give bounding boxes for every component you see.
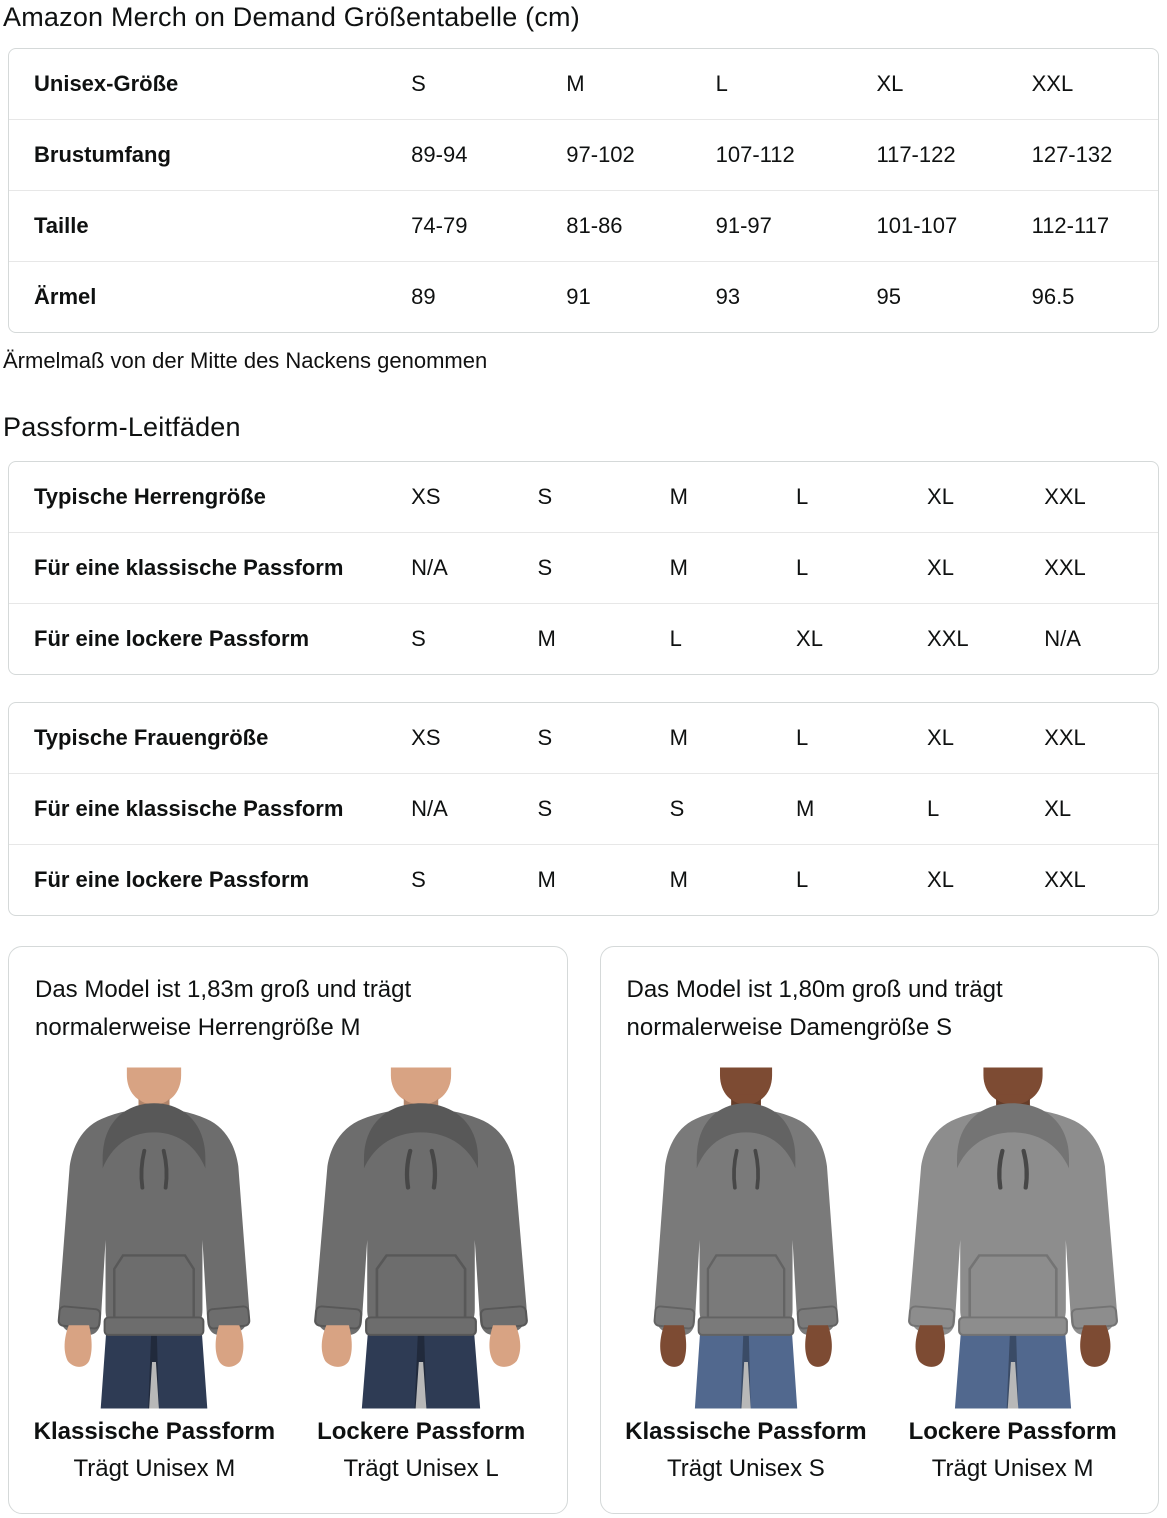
table-row xyxy=(9,774,1158,845)
size-cell: 81-86 xyxy=(566,191,715,262)
hoodie-model-photo xyxy=(296,1067,546,1409)
size-cell: 91-97 xyxy=(716,191,877,262)
figure-fit-label: Lockere Passform xyxy=(908,1418,1117,1445)
figure-wears-label: Trägt Unisex M xyxy=(73,1455,236,1482)
size-cell: XXL xyxy=(1044,725,1086,750)
size-cell: 95 xyxy=(876,262,1031,333)
card-description: Das Model ist 1,83m groß und trägt normalerweise Herrengröße M xyxy=(35,976,412,1041)
size-cell: 74-79 xyxy=(411,191,566,262)
size-cell: XXL xyxy=(1031,71,1074,96)
row-label: Für eine lockere Passform xyxy=(9,604,411,675)
figure-wears-label: Trägt Unisex L xyxy=(343,1455,499,1482)
figure-fit-label: Klassische Passform xyxy=(33,1418,276,1445)
model-card-mens xyxy=(8,946,568,1514)
model-figure-womens-classic xyxy=(613,1067,880,1487)
size-cell: L xyxy=(927,774,1044,845)
size-cell: M xyxy=(670,533,796,604)
size-cell: M xyxy=(566,71,585,96)
row-label: Für eine klassische Passform xyxy=(9,533,411,604)
table-row xyxy=(9,262,1158,333)
hoodie-model-photo xyxy=(621,1067,871,1409)
hoodie-model-photo xyxy=(888,1067,1138,1409)
model-figure-womens-loose xyxy=(879,1067,1146,1487)
size-cell: S xyxy=(538,533,670,604)
table-row xyxy=(9,462,1158,533)
figure-wears-label: Trägt Unisex M xyxy=(931,1455,1094,1482)
size-cell: S xyxy=(538,774,670,845)
size-cell: 127-132 xyxy=(1032,120,1158,191)
table-row xyxy=(9,533,1158,604)
table-row xyxy=(9,845,1158,916)
size-cell: S xyxy=(411,604,537,675)
size-cell: S xyxy=(537,484,553,509)
size-cell: XXL xyxy=(1044,533,1158,604)
hoodie-model-photo xyxy=(29,1067,279,1409)
table-row xyxy=(9,604,1158,675)
size-cell: N/A xyxy=(1044,604,1158,675)
size-cell: N/A xyxy=(411,533,537,604)
size-cell: L xyxy=(796,725,809,750)
size-cell: 89 xyxy=(411,262,566,333)
size-cell: XXL xyxy=(1044,484,1086,509)
card-description: Das Model ist 1,80m groß und trägt normalerweise Damengröße S xyxy=(626,976,1003,1041)
size-cell: M xyxy=(669,725,688,750)
row-label: Taille xyxy=(9,191,411,262)
size-cell: 89-94 xyxy=(411,120,566,191)
page-title: Amazon Merch on Demand Größentabelle (cm) xyxy=(3,2,580,32)
size-cell: XL xyxy=(796,604,927,675)
size-cell: XL xyxy=(927,484,954,509)
size-cell: L xyxy=(796,533,927,604)
size-cell: 93 xyxy=(716,262,877,333)
size-cell: XL xyxy=(927,845,1044,916)
row-label: Für eine lockere Passform xyxy=(9,845,411,916)
size-cell: S xyxy=(411,845,537,916)
size-cell: M xyxy=(796,774,927,845)
row-label: Typische Frauengröße xyxy=(34,725,269,750)
fit-guides-heading: Passform-Leitfäden xyxy=(3,412,241,442)
row-label: Für eine klassische Passform xyxy=(9,774,411,845)
model-figure-mens-loose xyxy=(288,1067,555,1487)
size-cell: L xyxy=(715,71,728,96)
size-cell: S xyxy=(537,725,553,750)
table-row xyxy=(9,49,1158,120)
figure-wears-label: Trägt Unisex S xyxy=(666,1455,825,1482)
size-cell: 107-112 xyxy=(716,120,877,191)
figure-fit-label: Lockere Passform xyxy=(317,1418,526,1445)
sleeve-measure-note: Ärmelmaß von der Mitte des Nackens genommen xyxy=(3,348,488,373)
unisex-size-table xyxy=(9,49,1158,332)
model-card-womens xyxy=(600,946,1160,1514)
size-cell: 97-102 xyxy=(566,120,715,191)
model-figure-mens-classic xyxy=(21,1067,288,1487)
table-row xyxy=(9,191,1158,262)
size-cell: XL xyxy=(927,533,1044,604)
size-cell: M xyxy=(538,845,670,916)
size-cell: S xyxy=(411,71,426,96)
size-cell: 112-117 xyxy=(1032,191,1158,262)
row-label: Brustumfang xyxy=(9,120,411,191)
mens-fit-table-panel xyxy=(8,461,1159,675)
mens-fit-table xyxy=(9,462,1158,674)
size-cell: XS xyxy=(411,484,441,509)
row-label: Unisex-Größe xyxy=(34,71,179,96)
figure-fit-label: Klassische Passform xyxy=(625,1418,867,1445)
size-cell: XXL xyxy=(1044,845,1158,916)
size-cell: N/A xyxy=(411,774,537,845)
row-label: Typische Herrengröße xyxy=(34,484,266,509)
row-label: Ärmel xyxy=(9,262,411,333)
size-cell: XXL xyxy=(927,604,1044,675)
size-cell: XL xyxy=(1044,774,1158,845)
table-row xyxy=(9,120,1158,191)
model-cards xyxy=(8,946,1159,1514)
size-cell: 91 xyxy=(566,262,715,333)
size-cell: 117-122 xyxy=(876,120,1031,191)
unisex-size-table-panel xyxy=(8,48,1159,333)
size-cell: L xyxy=(796,845,927,916)
size-cell: M xyxy=(669,484,688,509)
size-cell: 101-107 xyxy=(876,191,1031,262)
size-cell: M xyxy=(538,604,670,675)
size-cell: 96.5 xyxy=(1032,262,1158,333)
size-cell: S xyxy=(670,774,796,845)
size-cell: XS xyxy=(411,725,441,750)
size-cell: XL xyxy=(876,71,904,96)
size-cell: M xyxy=(670,845,796,916)
size-cell: XL xyxy=(927,725,954,750)
table-row xyxy=(9,703,1158,774)
womens-fit-table-panel xyxy=(8,702,1159,916)
womens-fit-table xyxy=(9,703,1158,915)
size-cell: L xyxy=(670,604,796,675)
size-cell: L xyxy=(796,484,809,509)
